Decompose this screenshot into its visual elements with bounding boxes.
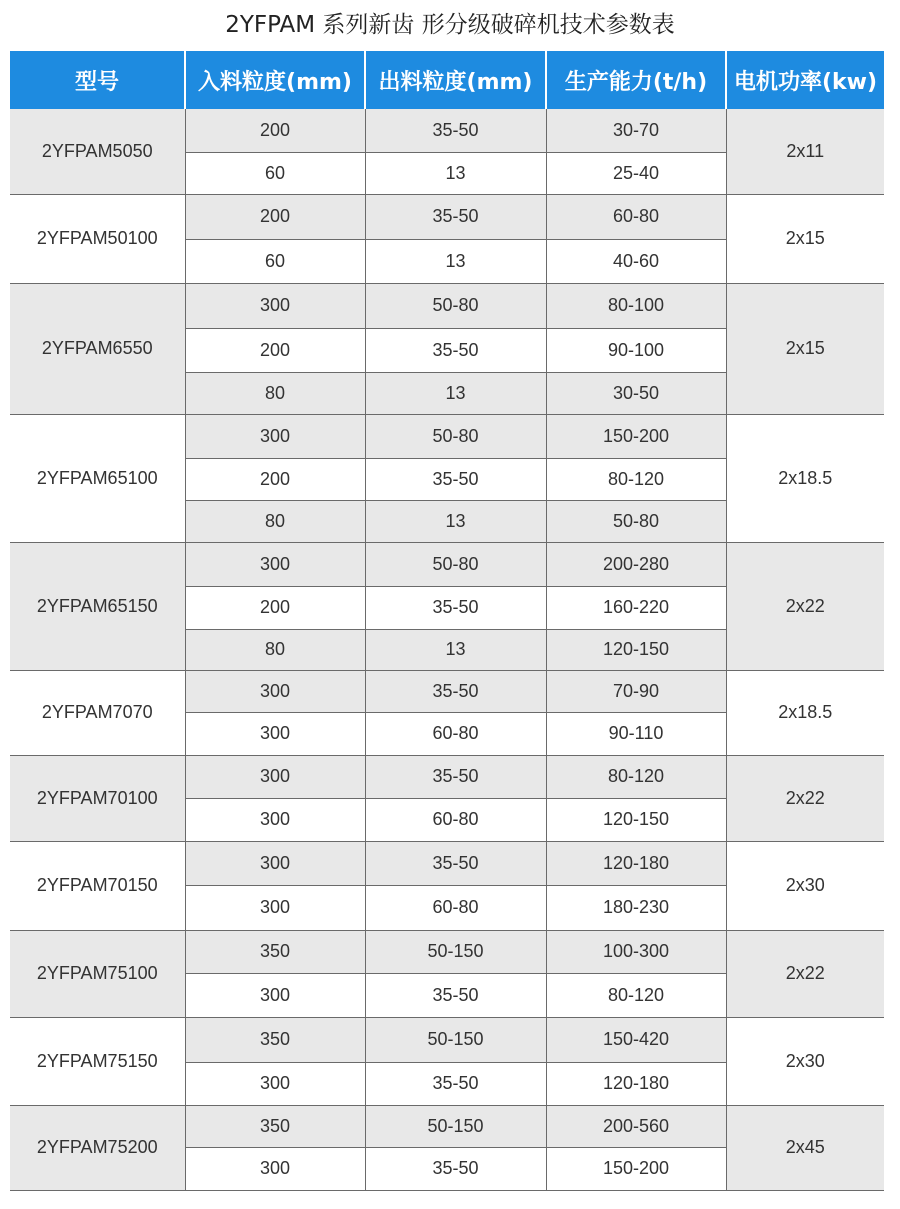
model-cell: 2YFPAM6550 <box>10 283 185 414</box>
output-size-cell: 13 <box>365 372 546 414</box>
table-row <box>10 670 884 712</box>
output-size-cell: 60-80 <box>365 712 546 755</box>
capacity-cell: 30-50 <box>546 372 726 414</box>
feed-size-cell: 300 <box>185 841 365 885</box>
capacity-cell: 120-180 <box>546 841 726 885</box>
table-body <box>10 109 884 1190</box>
header-output-size: 出料粒度(mm) <box>365 51 546 109</box>
model-cell: 2YFPAM65150 <box>10 542 185 670</box>
output-size-cell: 35-50 <box>365 458 546 500</box>
output-size-cell: 35-50 <box>365 670 546 712</box>
model-cell: 2YFPAM75100 <box>10 930 185 1017</box>
model-cell: 2YFPAM65100 <box>10 414 185 542</box>
table-row <box>10 194 884 239</box>
feed-size-cell: 300 <box>185 414 365 458</box>
table-row <box>10 1105 884 1147</box>
capacity-cell: 90-100 <box>546 328 726 372</box>
feed-size-cell: 300 <box>185 670 365 712</box>
capacity-cell: 150-200 <box>546 1147 726 1190</box>
capacity-cell: 80-120 <box>546 458 726 500</box>
feed-size-cell: 80 <box>185 372 365 414</box>
feed-size-cell: 300 <box>185 973 365 1017</box>
output-size-cell: 35-50 <box>365 194 546 239</box>
feed-size-cell: 300 <box>185 755 365 798</box>
table-row <box>10 841 884 885</box>
capacity-cell: 80-120 <box>546 973 726 1017</box>
capacity-cell: 120-150 <box>546 798 726 841</box>
output-size-cell: 13 <box>365 500 546 542</box>
model-cell: 2YFPAM50100 <box>10 194 185 283</box>
feed-size-cell: 300 <box>185 712 365 755</box>
feed-size-cell: 60 <box>185 239 365 283</box>
table-row <box>10 755 884 798</box>
motor-power-cell: 2x18.5 <box>726 670 884 755</box>
feed-size-cell: 200 <box>185 194 365 239</box>
header-motor-power: 电机功率(kw) <box>726 51 884 109</box>
feed-size-cell: 300 <box>185 1147 365 1190</box>
header-row <box>10 51 884 109</box>
capacity-cell: 60-80 <box>546 194 726 239</box>
model-cell: 2YFPAM75150 <box>10 1017 185 1105</box>
output-size-cell: 35-50 <box>365 841 546 885</box>
output-size-cell: 50-150 <box>365 930 546 973</box>
output-size-cell: 35-50 <box>365 1062 546 1105</box>
feed-size-cell: 300 <box>185 283 365 328</box>
motor-power-cell: 2x22 <box>726 542 884 670</box>
capacity-cell: 200-560 <box>546 1105 726 1147</box>
capacity-cell: 120-150 <box>546 629 726 670</box>
motor-power-cell: 2x22 <box>726 930 884 1017</box>
model-cell: 2YFPAM5050 <box>10 109 185 194</box>
model-cell: 2YFPAM75200 <box>10 1105 185 1190</box>
table-row <box>10 414 884 458</box>
table-row <box>10 930 884 973</box>
feed-size-cell: 200 <box>185 328 365 372</box>
output-size-cell: 35-50 <box>365 109 546 152</box>
motor-power-cell: 2x22 <box>726 755 884 841</box>
feed-size-cell: 350 <box>185 930 365 973</box>
output-size-cell: 35-50 <box>365 755 546 798</box>
output-size-cell: 50-80 <box>365 542 546 586</box>
output-size-cell: 60-80 <box>365 885 546 930</box>
feed-size-cell: 200 <box>185 109 365 152</box>
output-size-cell: 50-80 <box>365 414 546 458</box>
capacity-cell: 100-300 <box>546 930 726 973</box>
capacity-cell: 80-100 <box>546 283 726 328</box>
table-row <box>10 283 884 328</box>
capacity-cell: 160-220 <box>546 586 726 629</box>
motor-power-cell: 2x11 <box>726 109 884 194</box>
capacity-cell: 150-200 <box>546 414 726 458</box>
table-row <box>10 109 884 152</box>
output-size-cell: 35-50 <box>365 328 546 372</box>
feed-size-cell: 200 <box>185 586 365 629</box>
capacity-cell: 120-180 <box>546 1062 726 1105</box>
feed-size-cell: 200 <box>185 458 365 500</box>
feed-size-cell: 60 <box>185 152 365 194</box>
output-size-cell: 13 <box>365 629 546 670</box>
table-row <box>10 542 884 586</box>
feed-size-cell: 300 <box>185 798 365 841</box>
output-size-cell: 50-150 <box>365 1105 546 1147</box>
capacity-cell: 30-70 <box>546 109 726 152</box>
capacity-cell: 25-40 <box>546 152 726 194</box>
feed-size-cell: 300 <box>185 885 365 930</box>
table-row <box>10 1017 884 1062</box>
feed-size-cell: 300 <box>185 542 365 586</box>
model-cell: 2YFPAM7070 <box>10 670 185 755</box>
motor-power-cell: 2x30 <box>726 1017 884 1105</box>
motor-power-cell: 2x30 <box>726 841 884 930</box>
capacity-cell: 40-60 <box>546 239 726 283</box>
output-size-cell: 35-50 <box>365 586 546 629</box>
capacity-cell: 50-80 <box>546 500 726 542</box>
capacity-cell: 180-230 <box>546 885 726 930</box>
motor-power-cell: 2x15 <box>726 283 884 414</box>
motor-power-cell: 2x18.5 <box>726 414 884 542</box>
feed-size-cell: 80 <box>185 500 365 542</box>
header-model: 型号 <box>10 51 185 109</box>
spec-table <box>10 51 884 1191</box>
capacity-cell: 80-120 <box>546 755 726 798</box>
output-size-cell: 50-150 <box>365 1017 546 1062</box>
feed-size-cell: 350 <box>185 1017 365 1062</box>
output-size-cell: 50-80 <box>365 283 546 328</box>
model-cell: 2YFPAM70100 <box>10 755 185 841</box>
output-size-cell: 35-50 <box>365 973 546 1017</box>
header-capacity: 生产能力(t/h) <box>546 51 726 109</box>
feed-size-cell: 300 <box>185 1062 365 1105</box>
output-size-cell: 35-50 <box>365 1147 546 1190</box>
page-title: 2YFPAM 系列新齿 形分级破碎机技术参数表 <box>225 12 675 38</box>
capacity-cell: 70-90 <box>546 670 726 712</box>
motor-power-cell: 2x45 <box>726 1105 884 1190</box>
motor-power-cell: 2x15 <box>726 194 884 283</box>
model-cell: 2YFPAM70150 <box>10 841 185 930</box>
capacity-cell: 200-280 <box>546 542 726 586</box>
feed-size-cell: 80 <box>185 629 365 670</box>
capacity-cell: 150-420 <box>546 1017 726 1062</box>
capacity-cell: 90-110 <box>546 712 726 755</box>
header-feed-size: 入料粒度(mm) <box>185 51 365 109</box>
output-size-cell: 13 <box>365 152 546 194</box>
feed-size-cell: 350 <box>185 1105 365 1147</box>
output-size-cell: 60-80 <box>365 798 546 841</box>
output-size-cell: 13 <box>365 239 546 283</box>
